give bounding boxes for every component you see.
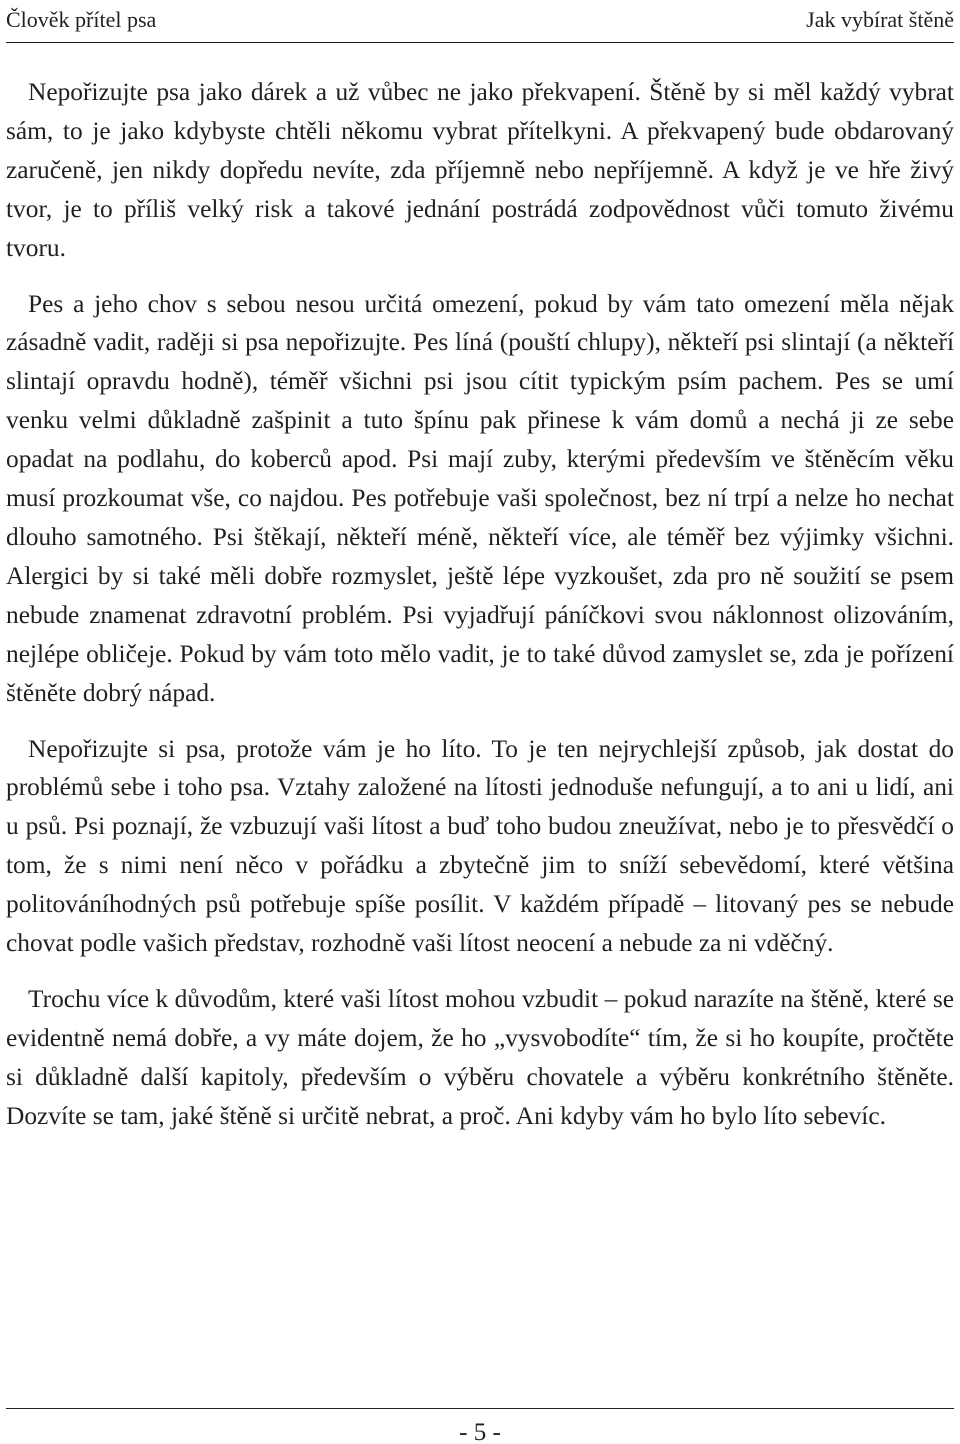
running-header <box>6 6 954 34</box>
paragraph-2: Pes a jeho chov s sebou nesou určitá omezení, pokud by vám tato omezení měla nějak zásadně vadit, raději si psa nepořizujte. Pes líná (pouští chlupy), někteří psi slintají (a někteří slintají opravdu hodně), téměř všichni psi jsou cítit typickým psím pachem. Pes se umí venku velmi důkladně zašpinit a tuto špínu pak přinese k vám domů a nechá ji ze sebe opadat na podlahu, do koberců apod. Psi mají zuby, kterými především ve štěněcím věku musí prozkoumat vše, co najdou. Pes potřebuje vaši společnost, bez ní trpí a nelze ho nechat dlouho samotného. Psi štěkají, někteří méně, někteří více, ale téměř bez výjimky všichni. Alergici by si také měli dobře rozmyslet, ještě lépe vyzkoušet, zda pro ně soužití se psem nebude znamenat zdravotní problém. Psi vyjadřují páníčkovi svou náklonnost olizováním, nejlépe obličeje. Pokud by vám toto mělo vadit, je to také důvod zamyslet se, zda je pořízení štěněte dobrý nápad. <box>6 289 954 707</box>
header-rule <box>6 42 954 43</box>
footer-rule <box>6 1408 954 1409</box>
paragraph-1: Nepořizujte psa jako dárek a už vůbec ne jako překvapení. Štěně by si měl každý vybrat sám, to je jako kdybyste chtěli někomu vybrat přítelkyni. A překvapený bude obdarovaný zaručeně, jen nikdy dopředu nevíte, zda příjemně nebo nepříjemně. A když je ve hře živý tvor, je to příliš velký risk a takové jednání postrádá zodpovědnost vůči tomuto živému tvoru. <box>6 78 954 262</box>
paragraph-3: Nepořizujte si psa, protože vám je ho líto. To je ten nejrychlejší způsob, jak dostat do problémů sebe i toho psa. Vztahy založené na lítosti jednoduše nefungují, a to ani u lidí, ani u psů. Psi poznají, že vzbuzují vaši lítost a buď toho budou zneužívat, nebo je to přesvědčí o tom, že s nimi není něco v pořádku a zbytečně jim to sníží sebevědomí, které většina politováníhodných psů potřebuje spíše posílit. V každém případě – litovaný pes se nebude chovat podle vašich představ, rozhodně vaši lítost neocení a nebude za ni vděčný. <box>6 734 954 958</box>
paragraph-4: Trochu více k důvodům, které vaši lítost mohou vzbudit – pokud narazíte na štěně, které se evidentně nemá dobře, a vy máte dojem, že ho „vysvobodíte“ tím, že si ho koupíte, pročtěte si důkladně další kapitoly, především o výběru chovatele a výběru konkrétního štěněte. Dozvíte se tam, jaké štěně si určitě nebrat, a proč. Ani kdyby vám ho bylo líto sebevíc. <box>6 984 954 1130</box>
chapter-title: Jak vybírat štěně <box>806 7 954 32</box>
page-number: - 5 - <box>459 1419 501 1444</box>
book-title: Člověk přítel psa <box>6 7 157 32</box>
body-text <box>6 73 954 1153</box>
